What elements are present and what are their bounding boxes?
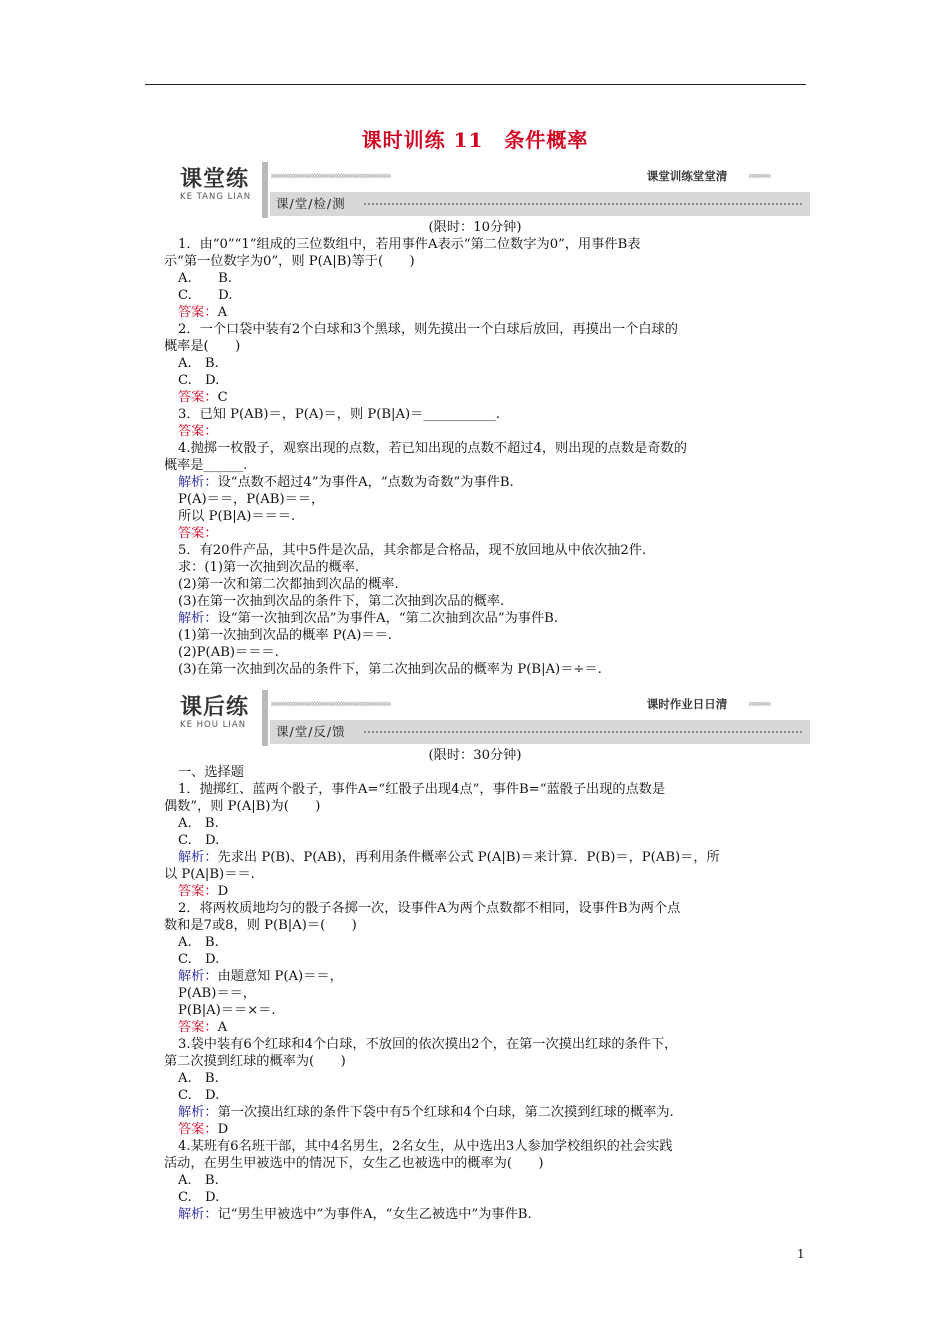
solution-text: (2)P(AB)＝＝＝. xyxy=(178,645,279,660)
solution-text: 设“点数不超过4”为事件A，“点数为奇数”为事件B. xyxy=(217,475,514,490)
answer-line xyxy=(178,1019,828,1036)
solution-label: 解析： xyxy=(178,611,218,626)
choice-line: A. B. xyxy=(178,271,232,286)
solution-label: 解析： xyxy=(178,1105,218,1120)
banner-slogan: 课时作业日日清 xyxy=(646,697,728,711)
question-text: 3．已知 P(AB)＝，P(A)＝，则 P(B|A)＝___________. xyxy=(178,407,501,422)
banner-logo xyxy=(178,162,262,218)
question-text: 1．由“0”“1”组成的三位数组中，若用事件A表示“第二位数字为0”，用事件B表 xyxy=(178,237,641,252)
choice-line: C. D. xyxy=(178,373,220,388)
chevron-arrows-icon: ››››››››› xyxy=(748,697,770,710)
question-text: 活动，在男生甲被选中的情况下，女生乙也被选中的概率为( ) xyxy=(164,1156,544,1171)
answer-value: D xyxy=(217,1122,229,1137)
question-text: 5．有20件产品，其中5件是次品，其余都是合格品，现不放回地从中依次抽2件. xyxy=(178,543,647,558)
answer-value: A xyxy=(217,305,228,320)
solution-text: 先求出 P(B)、P(AB)，再利用条件概率公式 P(A|B)＝来计算．P(B)＝，P(AB)＝，所 xyxy=(217,850,720,865)
solution-line xyxy=(178,849,828,866)
choice-line: A. B. xyxy=(178,356,219,371)
banner-divider xyxy=(262,690,268,746)
solution-text: 由题意知 P(A)＝＝， xyxy=(217,969,343,984)
banner-sub-strip xyxy=(270,192,810,216)
banner-slogan: 课堂训练堂堂清 xyxy=(646,169,728,183)
choice-line: C. D. xyxy=(178,288,233,303)
choice-line: A. B. xyxy=(178,1071,219,1086)
solution-text: P(A)＝＝，P(AB)＝＝， xyxy=(178,492,325,507)
section-banner-kehoulian xyxy=(178,690,810,746)
solution-text: P(B|A)＝＝×＝. xyxy=(178,1003,276,1018)
banner-logo-en: KE TANG LIAN xyxy=(180,192,252,202)
answer-label: 答案： xyxy=(178,526,218,541)
chevron-arrows-icon: ›››››››››››››››››››››››››››››››››››››››››››››››››› xyxy=(270,169,390,182)
answer-line xyxy=(178,423,828,440)
answer-value: D xyxy=(217,884,229,899)
banner-top-strip xyxy=(270,166,810,186)
answer-line xyxy=(178,1121,828,1138)
question-text: 4.抛掷一枚骰子，观察出现的点数，若已知出现的点数不超过4，则出现的点数是奇数的 xyxy=(178,441,687,456)
answer-label: 答案： xyxy=(178,884,218,899)
answer-value: A xyxy=(217,1020,228,1035)
solution-line xyxy=(178,968,828,985)
question-text: 4.某班有6名班干部，其中4名男生，2名女生，从中选出3人参加学校组织的社会实践 xyxy=(178,1139,673,1154)
question-text: (3)在第一次抽到次品的条件下，第二次抽到次品的概率. xyxy=(178,594,505,609)
choice-line: C. D. xyxy=(178,1190,220,1205)
banner-logo-zh: 课堂练 xyxy=(180,167,250,192)
solution-text: P(AB)＝＝， xyxy=(178,986,256,1001)
banner-divider xyxy=(262,162,268,218)
solution-text: (3)在第一次抽到次品的条件下，第二次抽到次品的概率为 P(B|A)＝÷＝. xyxy=(178,662,602,677)
question-text: 偶数”，则 P(A|B)为( ) xyxy=(164,799,321,814)
question-text: 概率是______. xyxy=(164,458,248,473)
answer-label: 答案： xyxy=(178,390,218,405)
section-banner-ketanglian xyxy=(178,162,810,218)
solution-text: 以 P(A|B)＝＝. xyxy=(164,867,255,882)
choice-line: C. D. xyxy=(178,1088,220,1103)
banner-logo-en: KE HOU LIAN xyxy=(180,720,247,730)
banner-logo xyxy=(178,690,262,746)
question-text: 2．一个口袋中装有2个白球和3个黑球，则先摸出一个白球后放回，再摸出一个白球的 xyxy=(178,322,678,337)
solution-text: 所以 P(B|A)＝＝＝. xyxy=(178,509,296,524)
choice-line: C. D. xyxy=(178,833,220,848)
answer-line xyxy=(178,883,828,900)
page-number: 1 xyxy=(797,1247,805,1261)
choice-line: C. D. xyxy=(178,952,220,967)
question-text: 概率是( ) xyxy=(164,339,241,354)
answer-label: 答案： xyxy=(178,1020,218,1035)
time-limit: (限时：30分钟) xyxy=(428,748,522,763)
choice-line: A. B. xyxy=(178,816,219,831)
question-text: 2．将两枚质地均匀的骰子各掷一次，设事件A为两个点数都不相同，设事件B为两个点 xyxy=(178,901,681,916)
answer-label: 答案： xyxy=(178,1122,218,1137)
solution-label: 解析： xyxy=(178,850,218,865)
banner-top-strip xyxy=(270,694,810,714)
banner-logo-zh: 课后练 xyxy=(180,695,250,720)
banner-subtitle: 课/堂/反/馈 xyxy=(276,724,346,739)
question-text: 3.袋中装有6个红球和4个白球，不放回的依次摸出2个，在第一次摸出红球的条件下， xyxy=(178,1037,678,1052)
answer-line xyxy=(178,389,828,406)
banner-subtitle: 课/堂/检/测 xyxy=(276,196,346,211)
question-text: 数和是7或8，则 P(B|A)＝( ) xyxy=(164,918,357,933)
answer-line xyxy=(178,304,828,321)
solution-text: (1)第一次抽到次品的概率 P(A)＝＝. xyxy=(178,628,392,643)
dotted-leader xyxy=(364,731,802,733)
answer-label: 答案： xyxy=(178,305,218,320)
solution-label: 解析： xyxy=(178,1207,218,1222)
solution-label: 解析： xyxy=(178,969,218,984)
solution-line xyxy=(178,1206,828,1223)
solution-text: 设“第一次抽到次品”为事件A，“第二次抽到次品”为事件B. xyxy=(217,611,559,626)
question-text: 示“第一位数字为0”，则 P(A|B)等于( ) xyxy=(164,254,415,269)
chevron-arrows-icon: ›››››››››››››››››››››››››››››››››››››››››››››››››› xyxy=(270,697,390,710)
banner-sub-strip xyxy=(270,720,810,744)
section-heading: 一、选择题 xyxy=(178,765,244,780)
answer-line xyxy=(178,525,828,542)
chevron-arrows-icon: ››››››››› xyxy=(748,169,770,182)
solution-text: 第一次摸出红球的条件下袋中有5个红球和4个白球，第二次摸到红球的概率为. xyxy=(217,1105,674,1120)
solution-line xyxy=(178,474,828,491)
question-text: 第二次摸到红球的概率为( ) xyxy=(164,1054,346,1069)
time-limit: (限时：10分钟) xyxy=(428,220,522,235)
answer-value: C xyxy=(217,390,228,405)
dotted-leader xyxy=(364,203,802,205)
choice-line: A. B. xyxy=(178,935,219,950)
solution-line xyxy=(178,610,828,627)
answer-label: 答案： xyxy=(178,424,218,439)
choice-line: A. B. xyxy=(178,1173,219,1188)
question-text: 求：(1)第一次抽到次品的概率. xyxy=(178,560,360,575)
question-text: (2)第一次和第二次都抽到次品的概率. xyxy=(178,577,399,592)
page-title: 课时训练 11 条件概率 xyxy=(361,128,589,152)
header-rule xyxy=(145,84,806,85)
question-text: 1．抛掷红、蓝两个骰子，事件A=“红骰子出现4点”，事件B=“蓝骰子出现的点数是 xyxy=(178,782,666,797)
solution-label: 解析： xyxy=(178,475,218,490)
solution-line xyxy=(178,1104,828,1121)
solution-text: 记“男生甲被选中”为事件A，“女生乙被选中”为事件B. xyxy=(217,1207,532,1222)
